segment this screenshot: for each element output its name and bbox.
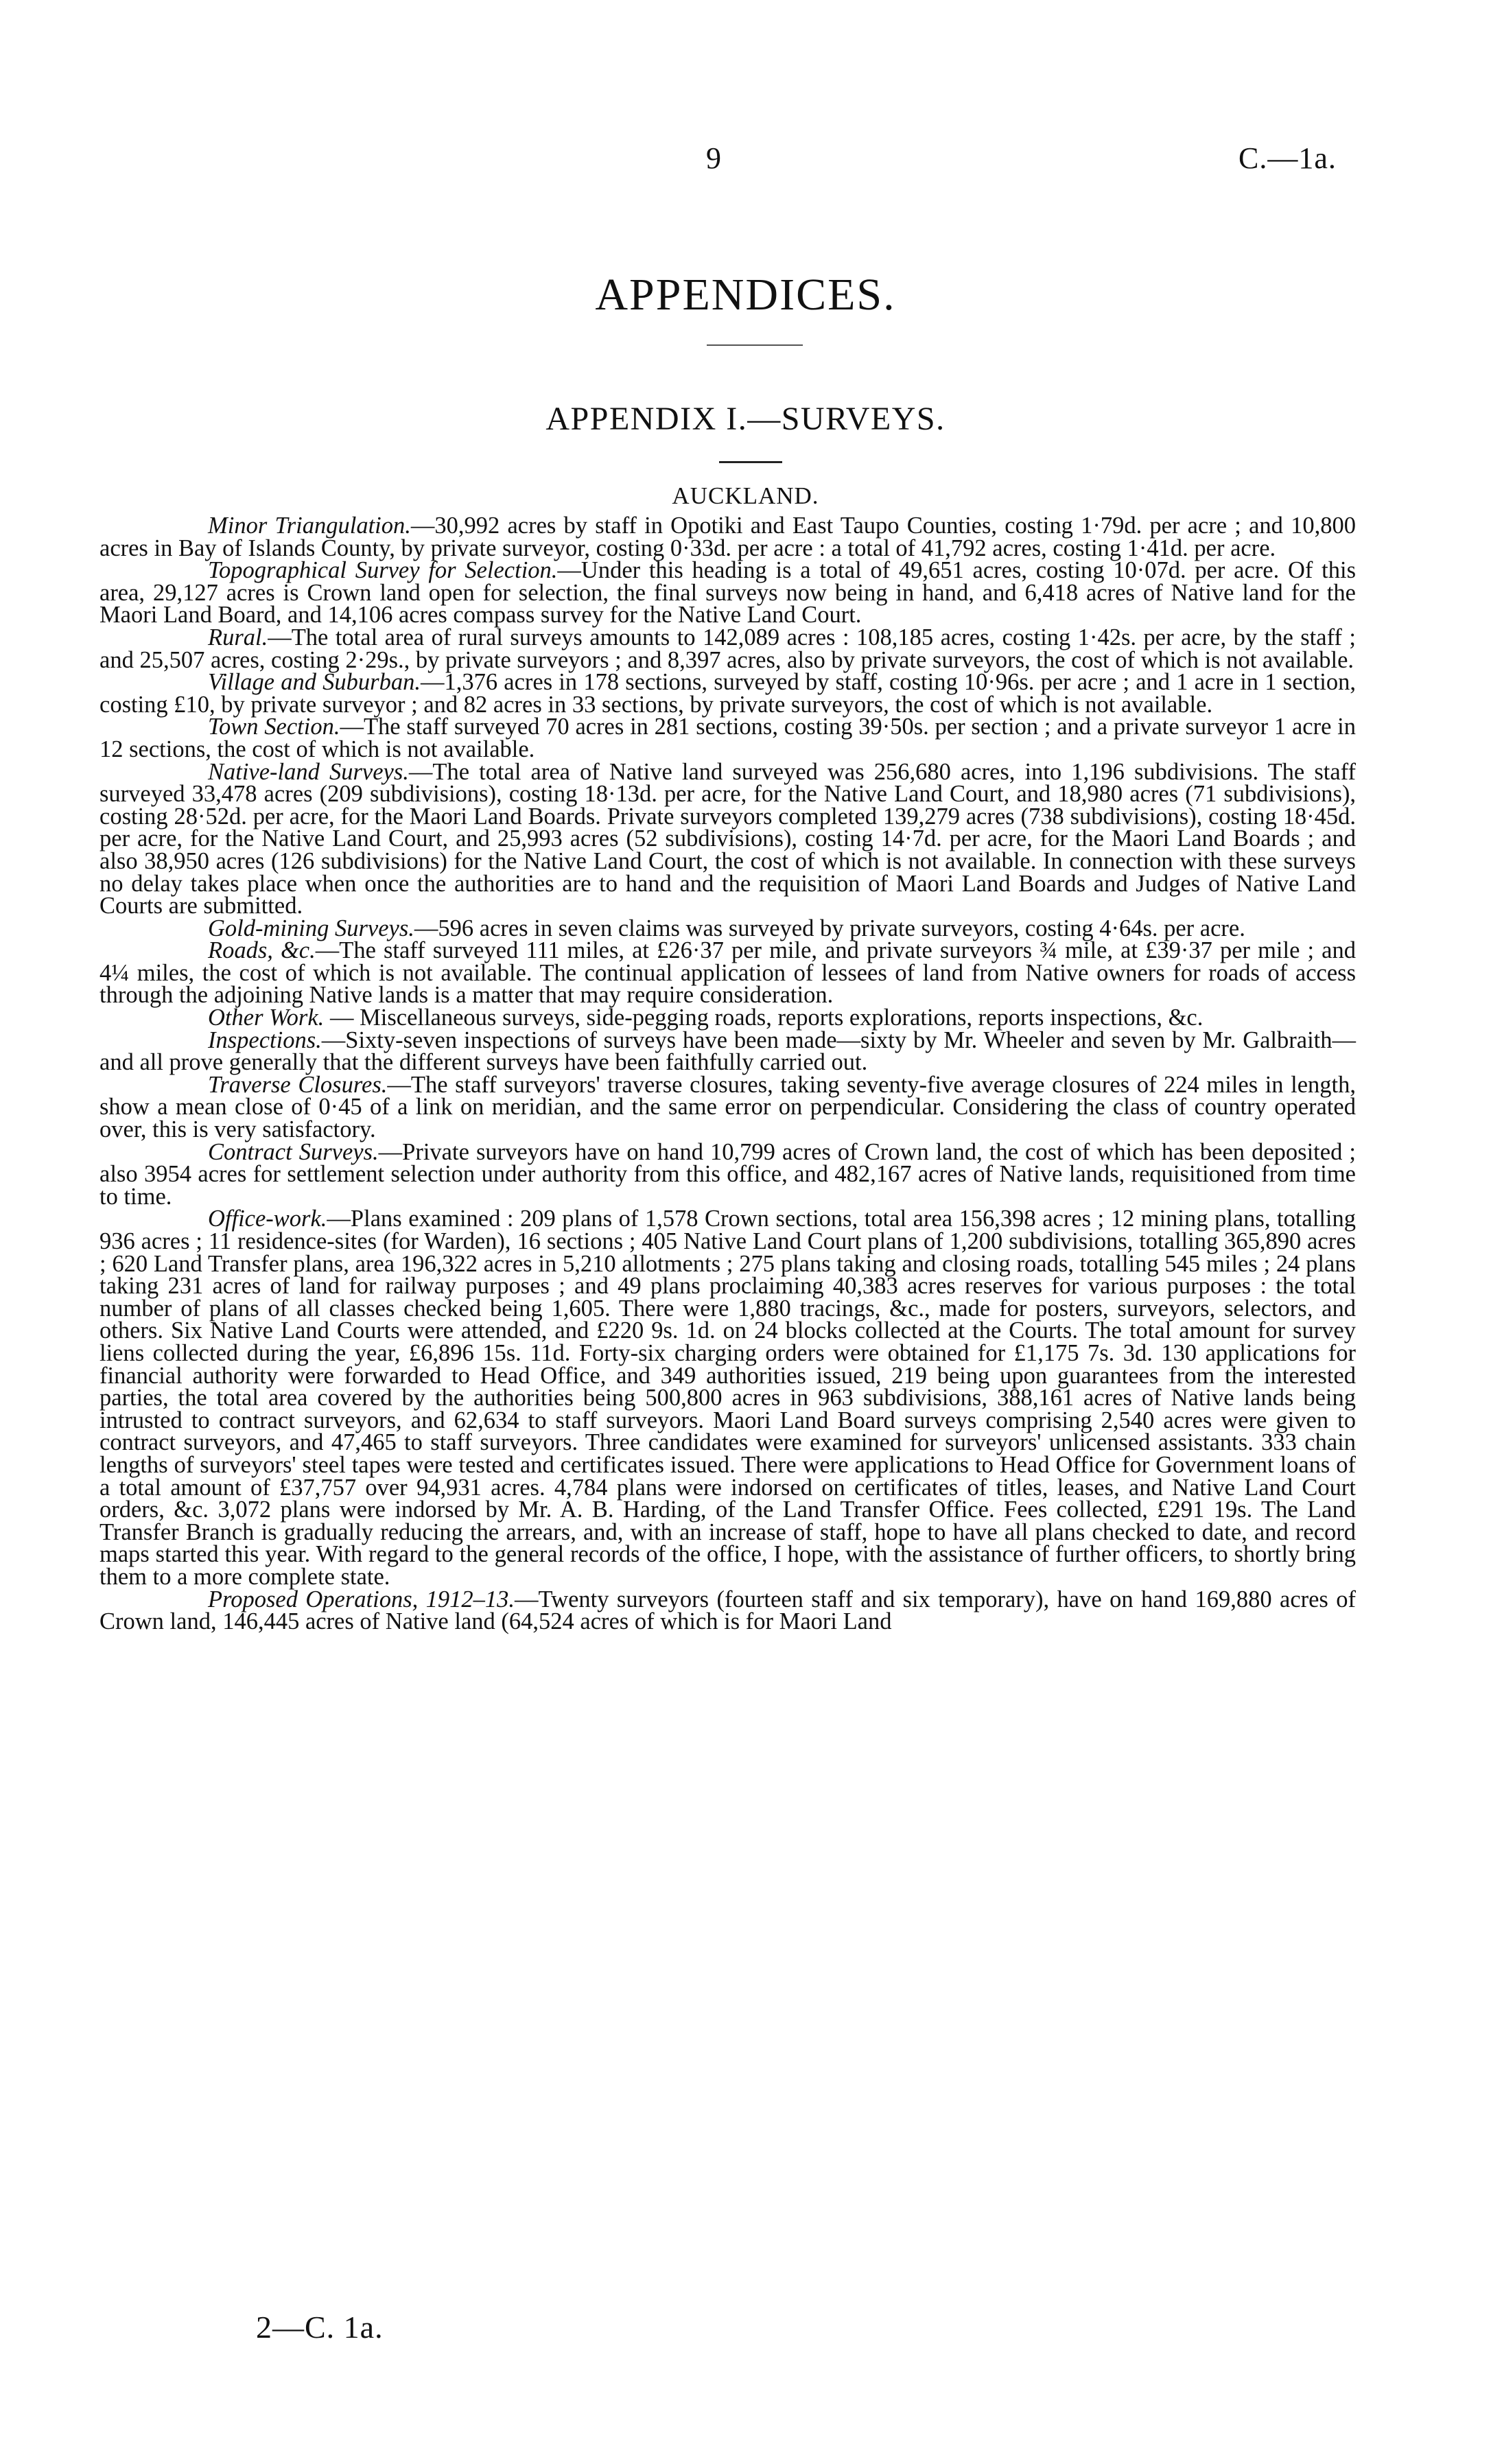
paragraph-text: —Plans examined : 209 plans of 1,578 Crown sections, total area 156,398 acres ; 12 mining plans, totalling 936 acres ; 11 residence-sites (for Warden), 16 sections ; 405 Native Land Court plans of 1,200 subdivisions, totalling 365,890 acres ; 620 Land Transfer plans, area 196,322 acres in 5,210 allotments ; 275 plans taking and closing roads, totalling 545 miles ; 24 plans taking 231 acres of land for railway purposes ; and 49 plans proclaiming 40,383 acres reserves for various purposes : the total number of plans of all classes checked being 1,605. There were 1,880 tracings, &c., made for posters, surveyors, selectors, and others. Six Native Land Courts were attended, and £220 9s. 1d. on 24 blocks collected at the Courts. The total amount for survey liens collected during the year, £6,896 15s. 11d. Forty-six charging orders were obtained for £1,175 7s. 3d. 130 applications for financial authority were forwarded to Head Office, and 349 authorities issued, 219 being upon guarantees from the interested parties, the total area covered by the authorities being 500,800 acres in 963 subdivisions, 388,161 acres of Native lands being intrusted to contract surveyors, and 62,634 to staff surveyors. Maori Land Board surveys comprising 2,540 acres were given to contract surveyors, and 47,465 to staff surveyors. Three candidates were examined for surveyors' unlicensed assistants. 333 chain lengths of surveyors' steel tapes were tested and certificates issued. There were applications to Head Office for Government loans of a total amount of £37,757 over 94,931 acres. 4,784 plans were indorsed on certificates of titles, leases, and Native Land Court orders, &c. 3,072 plans were indorsed by Mr. A. B. Harding, of the Land Transfer Office. Fees collected, £291 19s. The Land Transfer Branch is gradually reducing the arrears, and, with an increase of staff, hope to have all plans checked to date, and record maps started this year. With regard to the general records of the office, I hope, with the assistance of further officers, to shortly bring them to a more complete state. bbox=[99, 1206, 1356, 1590]
paragraph-heading: Gold-mining Surveys. bbox=[208, 915, 414, 941]
paragraph-topographical-survey bbox=[99, 557, 1356, 629]
section-rule bbox=[719, 461, 782, 463]
paragraph-proposed-operations bbox=[99, 1588, 1356, 1633]
paragraph-heading: Native-land Surveys. bbox=[208, 758, 409, 785]
document-reference: C.—1a. bbox=[1238, 141, 1337, 175]
paragraph-text: —30,992 acres by staff in Opotiki and East Taupo Counties, costing 1·79d. per acre ; and 10,800 acres in Bay of Islands County, by private surveyor, costing 0·33d. per acre : a total of 41,792 acres, costing 1·41d. per acre. bbox=[99, 513, 1356, 561]
page-number: 9 bbox=[706, 141, 721, 175]
paragraph-heading: Rural. bbox=[208, 624, 268, 650]
paragraph-text: —Sixty-seven inspections of surveys have been made—sixty by Mr. Wheeler and seven by Mr. Galbraith—and all prove generally that the different surveys have been faithfully carried out. bbox=[99, 1026, 1356, 1076]
paragraph-heading: Contract Surveys. bbox=[208, 1138, 379, 1165]
paragraph-traverse-closures bbox=[99, 1071, 1356, 1143]
paragraph-gold-mining bbox=[99, 917, 1356, 940]
paragraph-text: —The total area of rural surveys amounts to 142,089 acres : 108,185 acres, costing 1·42s. per acre, by the staff ; and 25,507 acres, costing 2·29s., by private surveyors ; and 8,397 acres, also by private surveyors, the cost of which is not available. bbox=[99, 624, 1356, 673]
paragraph-other-work bbox=[99, 1007, 1356, 1029]
paragraph-minor-triangulation bbox=[99, 515, 1356, 559]
paragraph-heading: Minor Triangulation. bbox=[208, 513, 411, 539]
paragraph-text: —The total area of Native land surveyed was 256,680 acres, into 1,196 subdivisions. The staff surveyed 33,478 acres (209 subdivisions), costing 18·13d. per acre, for the Native Land Court, and 18,980 acres (71 subdivisions), costing 28·52d. per acre, for the Maori Land Boards. Private surveyors completed 139,279 acres (738 subdivisions), costing 18·45d. per acre, for the Native Land Court, and 25,993 acres (52 subdivisions), costing 14·7d. per acre, for the Maori Land Boards ; and also 38,950 acres (126 subdivisions) for the Native Land Court, the cost of which is not available. In connection with these surveys no delay takes place when once the authorities are to hand and the requisition of Maori Land Boards and Judges of Native Land Courts are submitted. bbox=[99, 758, 1356, 919]
paragraph-text: —The staff surveyors' traverse closures, taking seventy-five average closures of 224 miles in length, show a mean close of 0·45 of a link on meridian, and the same error on perpendicular. Considering the class of country operated over, this is very satisfactory. bbox=[99, 1071, 1356, 1143]
paragraph-heading: Proposed Operations, 1912–13. bbox=[208, 1586, 515, 1612]
paragraph-native-land-surveys bbox=[99, 758, 1356, 919]
paragraph-heading: Village and Suburban. bbox=[208, 669, 421, 696]
paragraph-text: —Under this heading is a total of 49,651 acres, costing 10·07d. per acre. Of this area, 29,127 acres is Crown land open for selection, the final surveys now being in hand, and 6,418 acres of Native land for the Maori Land Board, and 14,106 acres compass survey for the Native Land Court. bbox=[99, 557, 1356, 629]
paragraph-heading: Topographical Survey for Selection. bbox=[208, 557, 558, 584]
paragraph-heading: Roads, &c. bbox=[208, 937, 316, 964]
paragraph-heading: Other Work. bbox=[208, 1005, 325, 1031]
paragraph-heading: Office-work. bbox=[208, 1206, 327, 1232]
paragraph-text: —The staff surveyed 70 acres in 281 sections, costing 39·50s. per section ; and a private surveyor 1 acre in 12 sections, the cost of which is not available. bbox=[99, 714, 1357, 762]
paragraph-text: —1,376 acres in 178 sections, surveyed by staff, costing 10·96s. per acre ; and 1 acre in 1 section, costing £10, by private surveyor ; and 82 acres in 33 sections, by private surveyors, the cost of which is not available. bbox=[99, 669, 1356, 718]
paragraph-heading: Traverse Closures. bbox=[208, 1071, 388, 1098]
paragraph-rural bbox=[99, 626, 1356, 671]
paragraph-office-work bbox=[99, 1208, 1356, 1588]
footer-signature: 2—C. 1a. bbox=[256, 2310, 384, 2345]
paragraph-text: —596 acres in seven claims was surveyed by private surveyors, costing 4·64s. per acre. bbox=[414, 915, 1245, 941]
paragraph-contract-surveys bbox=[99, 1138, 1356, 1210]
paragraph-text: —Private surveyors have on hand 10,799 acres of Crown land, the cost of which has been deposited ; also 3954 acres for settlement selection under authority from this office, and 482,167 acres of Native lands, requisitioned from time to time. bbox=[99, 1138, 1356, 1210]
section-title: AUCKLAND. bbox=[672, 482, 819, 509]
paragraph-text: —The staff surveyed 111 miles, at £26·37 per mile, and private surveyors ¾ mile, at £39·37 per mile ; and 4¼ miles, the cost of which is not available. The continual application of lessees of land from Native owners for roads of access through the adjoining Native lands is a matter that may require consideration. bbox=[99, 937, 1356, 1009]
paragraph-heading: Town Section. bbox=[208, 714, 340, 740]
paragraph-text: — Miscellaneous surveys, side-pegging roads, reports explorations, reports inspections, &c. bbox=[324, 1005, 1204, 1031]
main-title: APPENDICES. bbox=[595, 270, 896, 320]
appendix-title: APPENDIX I.—SURVEYS. bbox=[545, 401, 946, 437]
paragraph-town-section bbox=[99, 716, 1356, 760]
title-rule bbox=[707, 344, 803, 346]
body-text bbox=[99, 515, 1356, 1633]
paragraph-text: —Twenty surveyors (fourteen staff and six temporary), have on hand 169,880 acres of Crown land, 146,445 acres of Native land (64,524 acres of which is for Maori Land bbox=[99, 1586, 1356, 1635]
paragraph-village-suburban bbox=[99, 671, 1356, 716]
paragraph-roads bbox=[99, 939, 1356, 1007]
paragraph-inspections bbox=[99, 1026, 1356, 1076]
paragraph-heading: Inspections. bbox=[208, 1026, 322, 1053]
